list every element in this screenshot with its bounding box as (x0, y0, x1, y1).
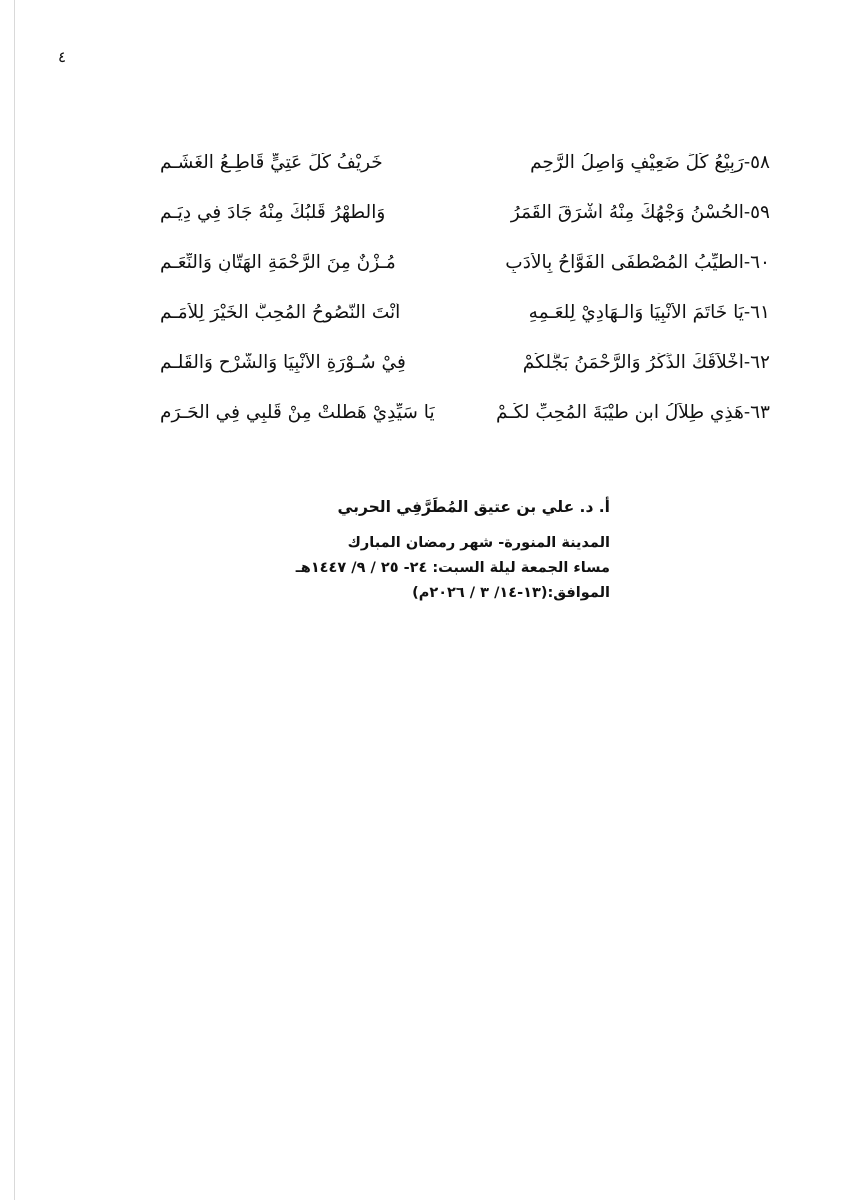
verse-62 (160, 338, 770, 388)
page-number: ٤ (58, 48, 67, 66)
verse-63 (160, 388, 770, 438)
verse-62-second-hemistich: فِيْ سُـوْرَةِ الأَنْبِيَا وَالشَّرْحِ وَالقَلَـمِ (160, 352, 406, 373)
verse-63-second-hemistich: يَا سَيِّدِيْ هَطَلَتْ مِنْ قَلْبِي فِي الحَـرَمِ (160, 402, 435, 423)
gregorian-date-line: الموافق:(١٣-١٤/ ٣ / ٢٠٢٦م) (412, 585, 610, 602)
verse-63-first-hemistich: ٦٣-هَذِي طِلاَلُ ابنِ طَيْبَةَ المُحِبِّ لَكُـمْ (495, 402, 770, 423)
verse-62-first-hemistich: ٦٢-أَخْلاَقُكَ الذِّكْرُ وَالرَّحْمَنُ بَجَّلَكُمْ (522, 352, 770, 373)
verse-59-second-hemistich: وَالطُّهْرُ قَلْبُكَ مِنْهُ جَادَ فِي دِيَـمِ (160, 202, 386, 223)
verse-61-second-hemistich: أَنْتَ النَّصُوحُ المُحِبُّ الخَيْرَ لِلأُمَـمِ (160, 302, 401, 323)
verse-60 (160, 238, 770, 288)
verse-61-first-hemistich: ٦١-يَا خَاتَمَ الأَنْبِيَا وَالـهَادِيْ لِلْعَـمِهِ (528, 302, 770, 323)
author-name: أ. د. علي بن عتيق المُطَرَّفِي الحربي (337, 498, 610, 516)
hijri-date-line: مساء الجمعة ليلة السبت: ٢٤- ٢٥ / ٩/ ١٤٤٧هـ (295, 559, 610, 576)
verse-60-second-hemistich: مُـزْنٌ مِنَ الرَّحْمَةِ الهَتَّانِ وَالنِّعَـمِ (160, 252, 396, 273)
verse-61 (160, 288, 770, 338)
verse-58 (160, 138, 770, 188)
signature-block (295, 498, 610, 611)
verse-60-first-hemistich: ٦٠-الطَّيِّبُ المُصْطَفَى الْفَوَّاحُ بِالأَدَبِ (505, 252, 770, 273)
page-edge-line (14, 0, 15, 1200)
verse-58-first-hemistich: ٥٨-رَبِيْعُ كُلِّ ضَعِيْفٍ وَاصِلُ الرَّحِمِ (530, 152, 770, 173)
verse-59 (160, 188, 770, 238)
place-line: المدينة المنورة- شهر رمضان المبارك (347, 534, 610, 551)
poem-verses (160, 138, 770, 438)
verse-59-first-hemistich: ٥٩-الحُسْنُ وَجْهُكَ مِنْهُ أَشْرَقَ القَمَرُ (510, 202, 770, 223)
verse-58-second-hemistich: خَرِيْفُ كُلِّ عَتِيٍّ قَاطِـعُ الْغَشَـمِ (160, 152, 383, 173)
